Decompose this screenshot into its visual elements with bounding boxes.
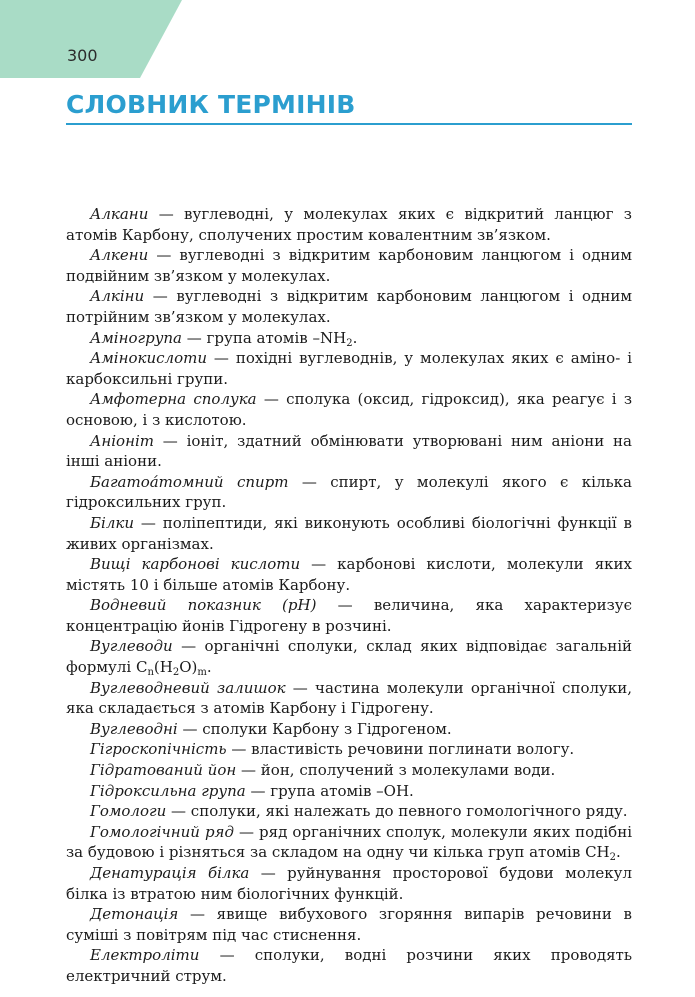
glossary-entry	[66, 245, 632, 286]
glossary-entry	[66, 719, 632, 740]
glossary-term: Багатоа́томний спирт	[90, 472, 289, 491]
formula-subscript: 2	[609, 852, 617, 864]
glossary-term: Гомологи	[90, 802, 167, 821]
corner-tab	[0, 0, 182, 78]
formula-subscript: 2	[172, 667, 180, 679]
page-title: СЛОВНИК ТЕРМІНІВ	[66, 90, 356, 119]
glossary-term: Вуглеводні	[90, 719, 178, 738]
glossary-definition: — карбонові кислоти, молекули яких містять 10 і більше атомів Карбону.	[66, 555, 632, 594]
glossary-entry	[66, 678, 632, 719]
formula-subscript: m	[197, 667, 207, 679]
glossary-definition: — величина, яка характеризує концентрацію йонів Гідрогену в розчині.	[66, 596, 632, 635]
formula-subscript: n	[147, 667, 154, 679]
glossary-term: Білки	[90, 513, 134, 532]
glossary-term: Вищі карбонові кислоти	[90, 555, 301, 574]
glossary-entry	[66, 389, 632, 430]
glossary-entry	[66, 554, 632, 595]
glossary-definition: — сполуки, які належать до певного гомологічного ряду.	[166, 802, 628, 821]
glossary-entry	[66, 286, 632, 327]
glossary-term: Денатурація білка	[90, 864, 250, 882]
page-number: 300	[67, 46, 98, 65]
glossary-definition: — похідні вуглеводнів, у молекулах яких є аміно- і карбоксильні групи.	[66, 349, 632, 388]
glossary-definition: — група атомів –NH	[182, 328, 347, 347]
formula-subscript: 2	[346, 337, 353, 349]
glossary-term: Алкіни	[90, 287, 145, 306]
glossary-definition: — ряд органічних сполук, молекули яких подібні за будовою і різняться за складом на одну чи кілька груп атомів CH	[66, 822, 633, 862]
formula-part: O)	[179, 658, 198, 677]
glossary-entry	[66, 801, 632, 822]
glossary-term: Гідратований йон	[90, 761, 237, 780]
glossary-definition: — група атомів –OH.	[245, 781, 414, 800]
glossary-term: Детонація	[90, 905, 179, 924]
glossary-term: Вуглеводи	[90, 637, 173, 656]
glossary-term: Гідроксильна група	[90, 781, 246, 800]
glossary-term: Амінокислоти	[90, 349, 207, 368]
glossary-definition-tail: .	[616, 843, 621, 862]
glossary-definition: — сполука (оксид, гідроксид), яка реагує і з основою, і з кислотою.	[66, 390, 633, 429]
glossary-term: Амфотерна сполука	[90, 390, 257, 409]
glossary-entry	[66, 636, 632, 677]
formula-part: (H	[153, 658, 173, 677]
glossary-definition: — сполуки Карбону з Гідрогеном.	[177, 719, 452, 738]
glossary-entry	[66, 739, 632, 760]
glossary-entry	[66, 328, 632, 349]
glossary-term: Аніоніт	[90, 431, 154, 450]
glossary-term: Аміногрупа	[90, 328, 182, 347]
glossary-term: Водневий показник (pH)	[90, 596, 317, 615]
glossary-definition: — частина молекули органічної сполуки, яка складається з атомів Карбону і Гідрогену.	[66, 678, 632, 718]
glossary-entry	[66, 904, 632, 945]
glossary-entry	[66, 863, 632, 904]
glossary-entry	[66, 472, 632, 513]
glossary-term: Алкени	[90, 246, 149, 265]
glossary-definition-tail: .	[206, 658, 212, 677]
glossary-definition: — руйнування просторової будови молекул білка із втратою ним біологічних функцій.	[66, 864, 632, 903]
glossary-definition: — вуглеводні з відкритим карбоновим ланцюгом і одним потрійним зв’язком у молекулах.	[66, 287, 632, 326]
glossary-definition: — вуглеводні з відкритим карбоновим ланцюгом і одним подвійним зв’язком у молекулах.	[66, 246, 632, 285]
glossary-term: Гігроскопічність	[90, 740, 227, 759]
title-underline	[66, 123, 632, 125]
glossary-definition: — поліпептиди, які виконують особливі біологічні функції в живих організмах.	[66, 513, 632, 553]
glossary-entry	[66, 204, 632, 245]
glossary-entry	[66, 781, 632, 802]
glossary-entry	[66, 945, 632, 986]
glossary-definition: — органічні сполуки, склад яких відповідає загальній формулі C	[66, 637, 632, 677]
glossary-term: Електроліти	[90, 946, 200, 965]
glossary-entry	[66, 513, 632, 554]
glossary-entry	[66, 348, 632, 389]
glossary-entry	[66, 431, 632, 472]
glossary-definition: — сполуки, водні розчини яких проводять електричний струм.	[66, 946, 632, 985]
glossary-definition-tail: .	[352, 328, 358, 347]
glossary-list	[66, 204, 633, 985]
glossary-definition: — йон, сполучений з молекулами води.	[236, 761, 556, 780]
glossary-definition: — вуглеводні, у молекулах яких є відкритий ланцюг з атомів Карбону, сполучених простим ковалентним зв’язком.	[66, 205, 632, 244]
glossary-definition: — спирт, у молекулі якого є кілька гідроксильних груп.	[66, 472, 632, 512]
glossary-definition: — властивість речовини поглинати вологу.	[226, 740, 575, 759]
glossary-definition: — явище вибухового згоряння випарів речовини в суміші з повітрям під час стиснення.	[66, 905, 632, 944]
glossary-term: Алкани	[90, 205, 149, 223]
glossary-entry	[66, 595, 632, 636]
glossary-term: Вуглеводневий залишок	[90, 678, 286, 697]
glossary-entry	[66, 822, 632, 863]
glossary-definition: — іоніт, здатний обмінювати утворювані ним аніони на інші аніони.	[66, 431, 632, 471]
glossary-entry	[66, 760, 632, 781]
glossary-term: Гомологічний ряд	[90, 822, 234, 841]
